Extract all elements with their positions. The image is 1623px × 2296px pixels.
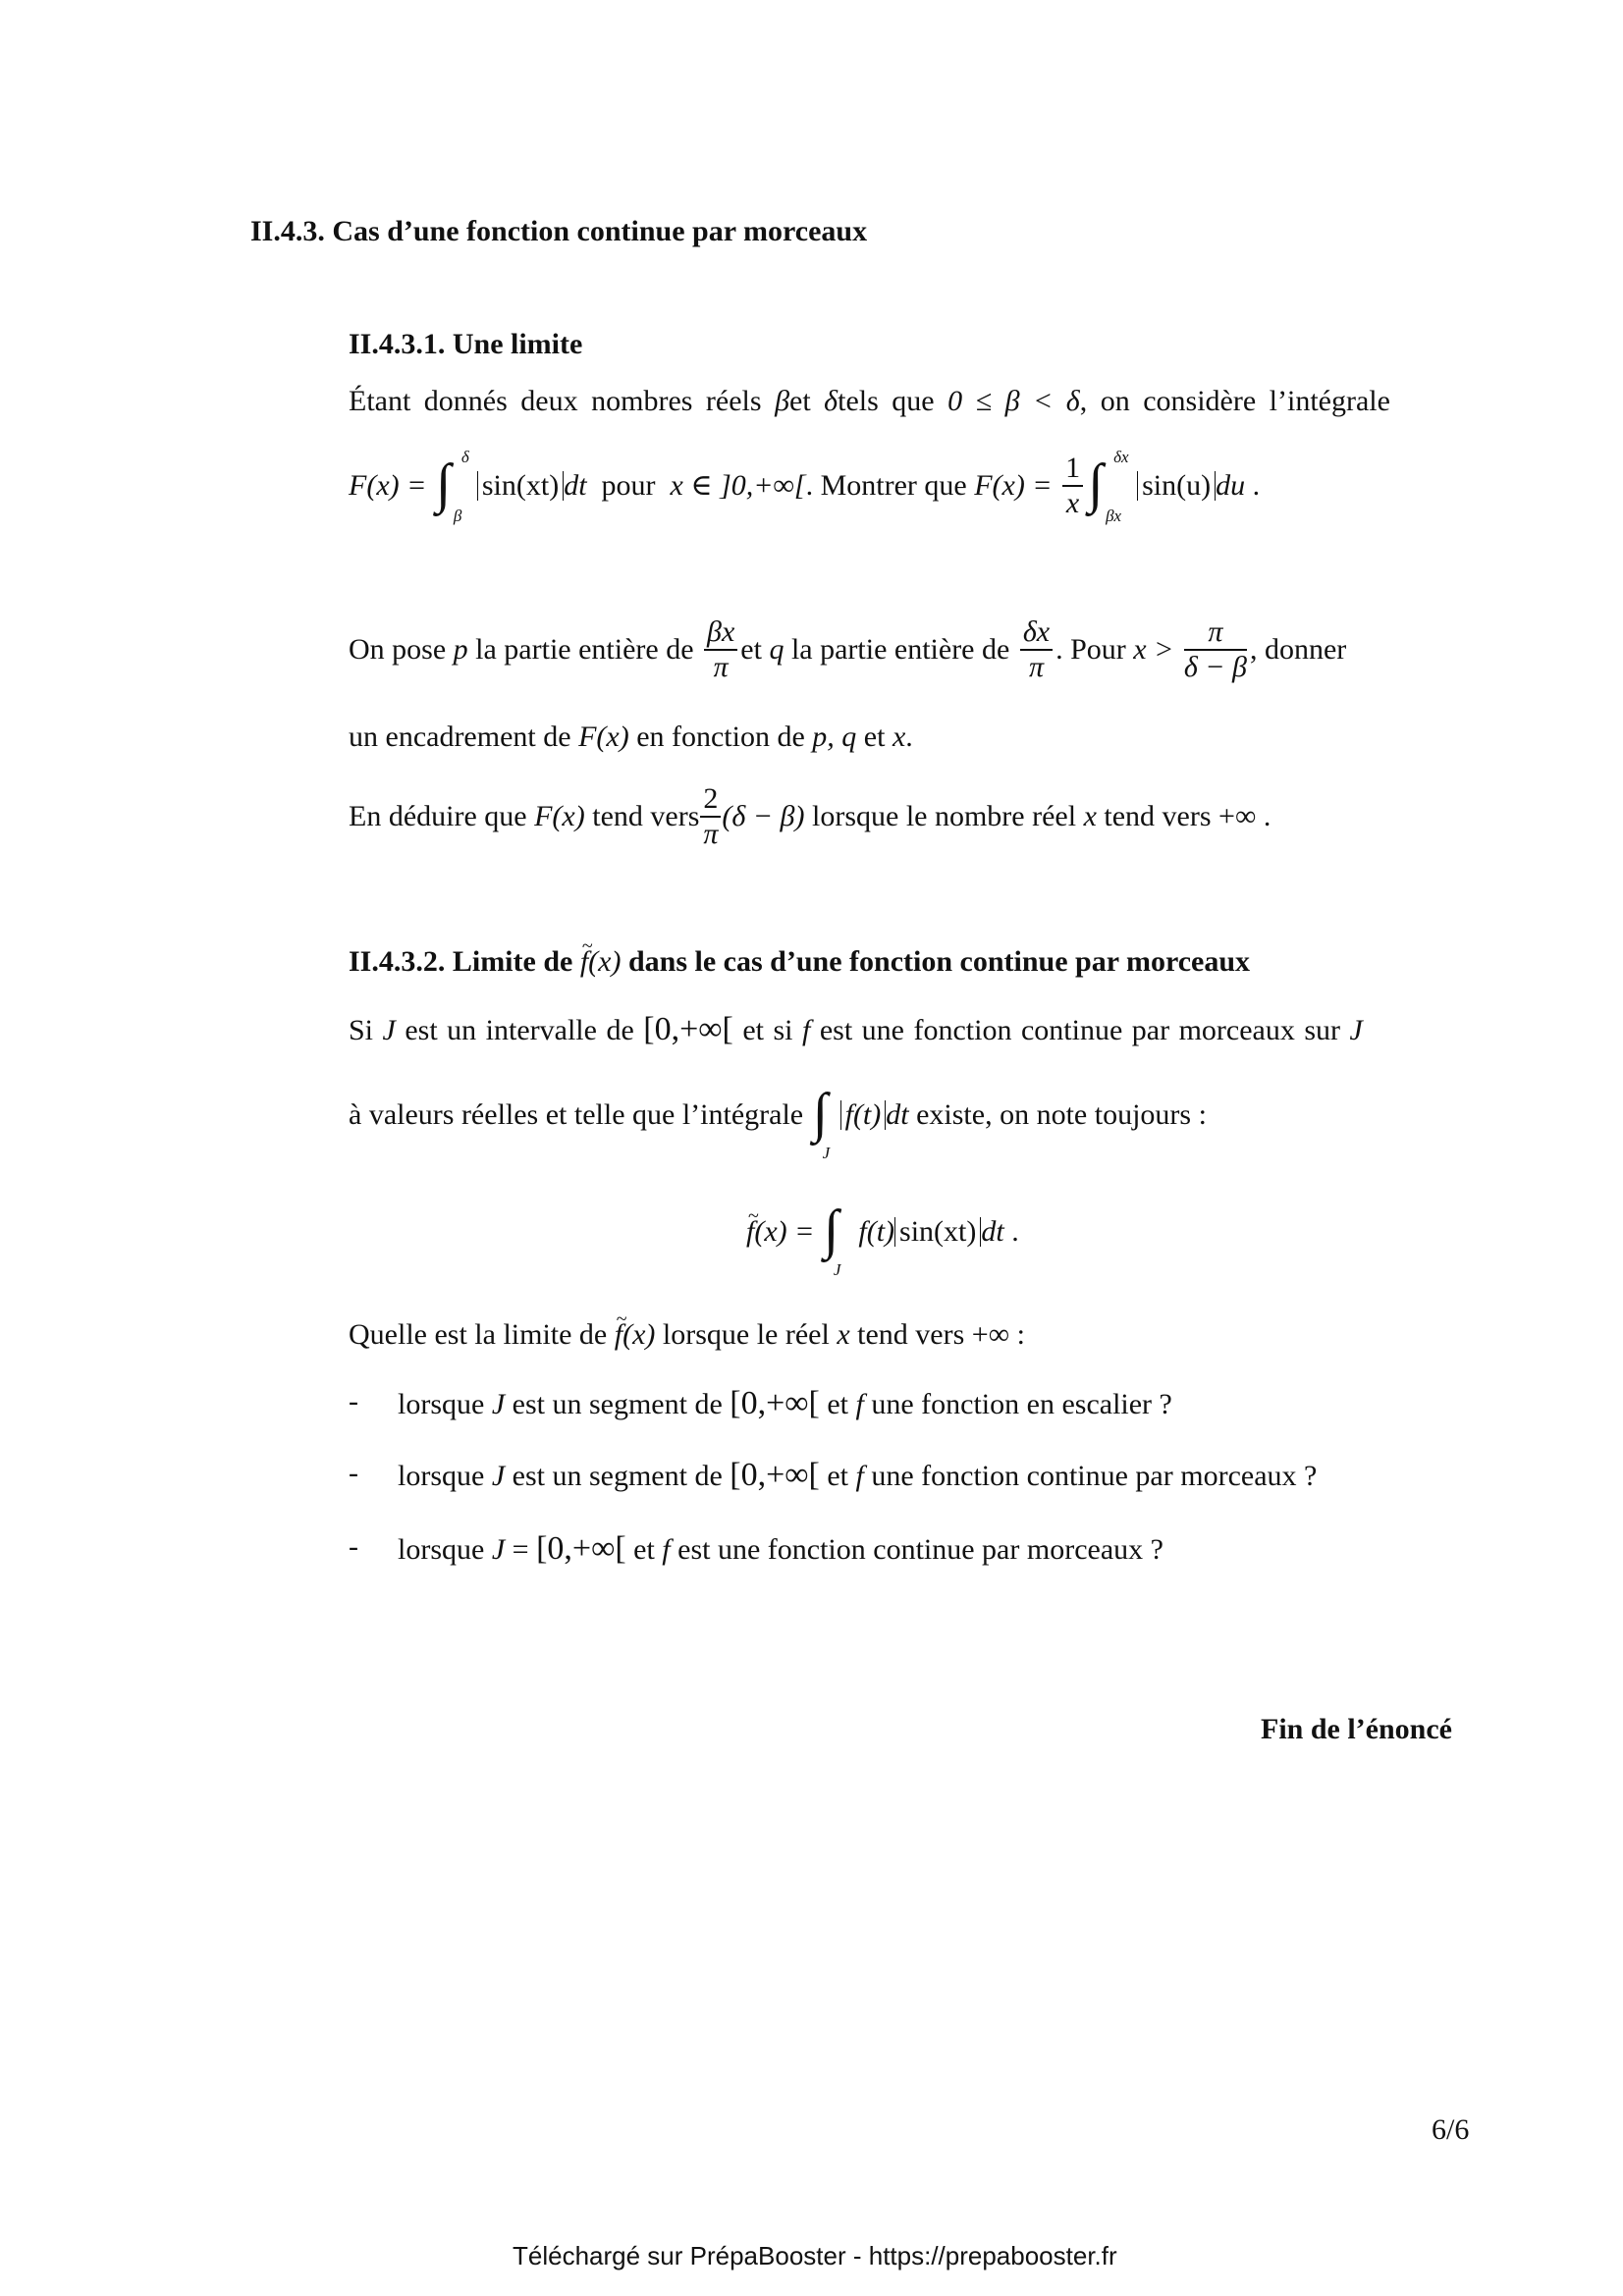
integral-lower-bound: βx: [1106, 507, 1122, 525]
text: . Montrer que: [805, 468, 975, 502]
formula-F: [349, 448, 1261, 525]
fraction-beta-x-over-pi: [704, 615, 737, 684]
text: est un segment de: [505, 1388, 730, 1420]
absolute-value: [1137, 468, 1216, 502]
text: existe, on note toujours :: [908, 1098, 1207, 1131]
text: , donner: [1249, 633, 1347, 666]
bullet-text: [398, 1385, 1172, 1422]
differential: dt: [564, 468, 587, 502]
absolute-value: [477, 468, 564, 502]
text: =: [505, 1533, 537, 1566]
var-f: f: [855, 1388, 864, 1420]
text: tend vers: [584, 800, 700, 832]
var-x: x: [1083, 800, 1097, 832]
text: .: [1003, 1215, 1019, 1248]
F-of-x: F(x): [534, 800, 585, 832]
delta-minus-beta: (δ − β): [722, 800, 805, 832]
f-tilde: ~ f: [615, 1317, 622, 1353]
text: Si: [349, 1014, 383, 1046]
differential: dt: [886, 1098, 909, 1131]
vars-p-q: p, q: [812, 721, 857, 753]
text: et: [625, 1533, 663, 1566]
plus-infinity: +∞: [971, 1318, 1010, 1351]
formula-lhs: F(x) =: [349, 468, 427, 502]
var-J: J: [382, 1014, 396, 1046]
heading-text: II.4.3.2. Limite de: [349, 945, 580, 978]
text: lorsque: [398, 1533, 492, 1566]
text: et si: [732, 1014, 803, 1046]
fraction: [1062, 452, 1083, 520]
denominator: δ − β: [1183, 651, 1247, 684]
integral-domain: J: [822, 1144, 831, 1163]
F-of-x: F(x): [578, 721, 629, 753]
var-J: J: [491, 1533, 506, 1566]
denominator: π: [713, 651, 729, 684]
domain: x ∈ ]0,+∞[: [670, 468, 806, 502]
interval: [0,+∞[: [536, 1530, 626, 1567]
integral-upper-bound: δx: [1113, 448, 1129, 466]
text: . Pour: [1055, 633, 1134, 666]
paragraph-2: [349, 614, 1346, 686]
denominator: x: [1065, 487, 1080, 519]
text: Quelle est la limite de: [349, 1318, 615, 1351]
question: [349, 1317, 1025, 1353]
text: une fonction continue par morceaux ?: [863, 1460, 1318, 1492]
text: est une fonction continue par morceaux sur: [810, 1014, 1350, 1046]
var-f: f: [855, 1460, 864, 1492]
interval: [0,+∞[: [730, 1385, 820, 1421]
paragraph-3: [349, 720, 913, 755]
text: en fonction de: [628, 721, 813, 753]
differential: dt: [981, 1215, 1004, 1248]
paragraph-1: [349, 384, 1390, 419]
text: à valeurs réelles et telle que l’intégrale: [349, 1098, 811, 1131]
text: On pose: [349, 633, 454, 666]
var-x: x: [892, 721, 906, 753]
bullet-text: [398, 1530, 1163, 1568]
text: est une fonction continue par morceaux ?: [670, 1533, 1163, 1566]
fraction-pi-over-delta-minus-beta: [1184, 615, 1247, 684]
integrand: f(t): [844, 1098, 882, 1131]
denominator: π: [703, 818, 719, 851]
text: la partie entière de: [467, 633, 702, 666]
inequality: 0 ≤ β < δ: [947, 385, 1080, 417]
denominator: π: [1028, 651, 1044, 684]
text: et: [856, 721, 893, 753]
interval: [0,+∞[: [643, 1011, 733, 1047]
fraction-2-over-pi: [700, 782, 721, 851]
text: :: [1009, 1318, 1025, 1351]
bullet-text: [398, 1457, 1317, 1494]
var-x: x: [837, 1318, 850, 1351]
formula-lhs: (x) =: [754, 1215, 815, 1248]
beta-symbol: β: [775, 385, 790, 417]
var-J: J: [1349, 1014, 1363, 1046]
text: tend vers: [849, 1318, 972, 1351]
fraction-delta-x-over-pi: [1020, 615, 1053, 684]
text: .: [905, 721, 913, 753]
text: lorsque le réel: [655, 1318, 838, 1351]
text: est un segment de: [505, 1460, 730, 1492]
bullet-dash: -: [349, 1457, 358, 1489]
var-J: J: [491, 1460, 506, 1492]
subsection-2-heading: [349, 944, 1250, 980]
argument-x: (x): [588, 945, 622, 978]
f-tilde: ~ f: [746, 1202, 754, 1261]
text: une fonction en escalier ?: [863, 1388, 1172, 1420]
var-f: f: [662, 1533, 671, 1566]
bullet-dash: -: [349, 1385, 358, 1417]
text: est un intervalle de: [395, 1014, 644, 1046]
absolute-value: [840, 1100, 887, 1130]
integral-sign: ∫ J: [823, 1200, 841, 1280]
text: , on considère l’intégrale: [1079, 385, 1390, 417]
text: et: [819, 1460, 856, 1492]
f-tilde: ~ f: [580, 944, 588, 980]
var-q: q: [769, 633, 784, 666]
text: et: [740, 633, 770, 666]
f-of-t: f(t): [858, 1215, 895, 1248]
text: .: [1256, 800, 1271, 832]
var-f: f: [802, 1014, 811, 1046]
text: et: [819, 1388, 856, 1420]
section-heading: [250, 214, 867, 249]
subsection-1-heading-text: II.4.3.1. Une limite: [349, 328, 583, 360]
text: Étant donnés deux nombres réels: [349, 385, 776, 417]
text: lorsque le nombre réel: [804, 800, 1084, 832]
text: la partie entière de: [784, 633, 1017, 666]
footer-download-notice: Téléchargé sur PrépaBooster - https://prepabooster.fr: [513, 2241, 1117, 2270]
bullet-dash: -: [349, 1530, 358, 1563]
numerator: 2: [700, 782, 721, 818]
text: un encadrement de: [349, 721, 579, 753]
formula-lhs: F(x) =: [974, 468, 1053, 502]
argument-x: (x): [622, 1318, 656, 1351]
numerator: 1: [1062, 452, 1083, 487]
section-heading-text: II.4.3. Cas d’une fonction continue par morceaux: [250, 215, 868, 247]
paragraph-4: [349, 781, 1271, 853]
text: et: [789, 385, 825, 417]
text: .: [1252, 468, 1261, 502]
subsection-1-heading: [349, 327, 582, 362]
integrand: sin(u): [1142, 468, 1212, 502]
differential: du: [1216, 468, 1246, 502]
text: pour: [601, 468, 656, 502]
interval: [0,+∞[: [730, 1457, 820, 1493]
integral-domain: J: [833, 1260, 841, 1280]
numerator: π: [1184, 615, 1247, 651]
heading-text: dans le cas d’une fonction continue par morceaux: [621, 945, 1251, 978]
integrand: sin(xt): [481, 468, 560, 502]
text: tend vers: [1096, 800, 1219, 832]
integrand: sin(xt): [899, 1215, 977, 1248]
display-formula-f-tilde: [746, 1200, 1019, 1280]
end-of-statement: Fin de l’énoncé: [1261, 1713, 1452, 1745]
text: lorsque: [398, 1388, 492, 1420]
paragraph-6: [349, 1083, 1207, 1163]
absolute-value: [894, 1217, 981, 1247]
integral-sign: ∫ J: [812, 1083, 831, 1163]
integral-sign: ∫ δ β: [435, 448, 469, 525]
integral-upper-bound: δ: [460, 448, 469, 466]
integral-lower-bound: β: [453, 507, 462, 525]
var-x: x >: [1133, 633, 1174, 666]
numerator: δx: [1020, 615, 1053, 651]
plus-infinity: +∞: [1218, 800, 1257, 832]
page-number: 6/6: [1432, 2113, 1470, 2146]
var-J: J: [491, 1388, 506, 1420]
numerator: βx: [704, 615, 737, 651]
text: tels que: [838, 385, 948, 417]
text: lorsque: [398, 1460, 492, 1492]
integral-sign: ∫ δx βx: [1088, 448, 1129, 525]
text: En déduire que: [349, 800, 535, 832]
var-p: p: [453, 633, 468, 666]
delta-symbol: δ: [824, 385, 839, 417]
paragraph-5: [349, 1012, 1363, 1048]
